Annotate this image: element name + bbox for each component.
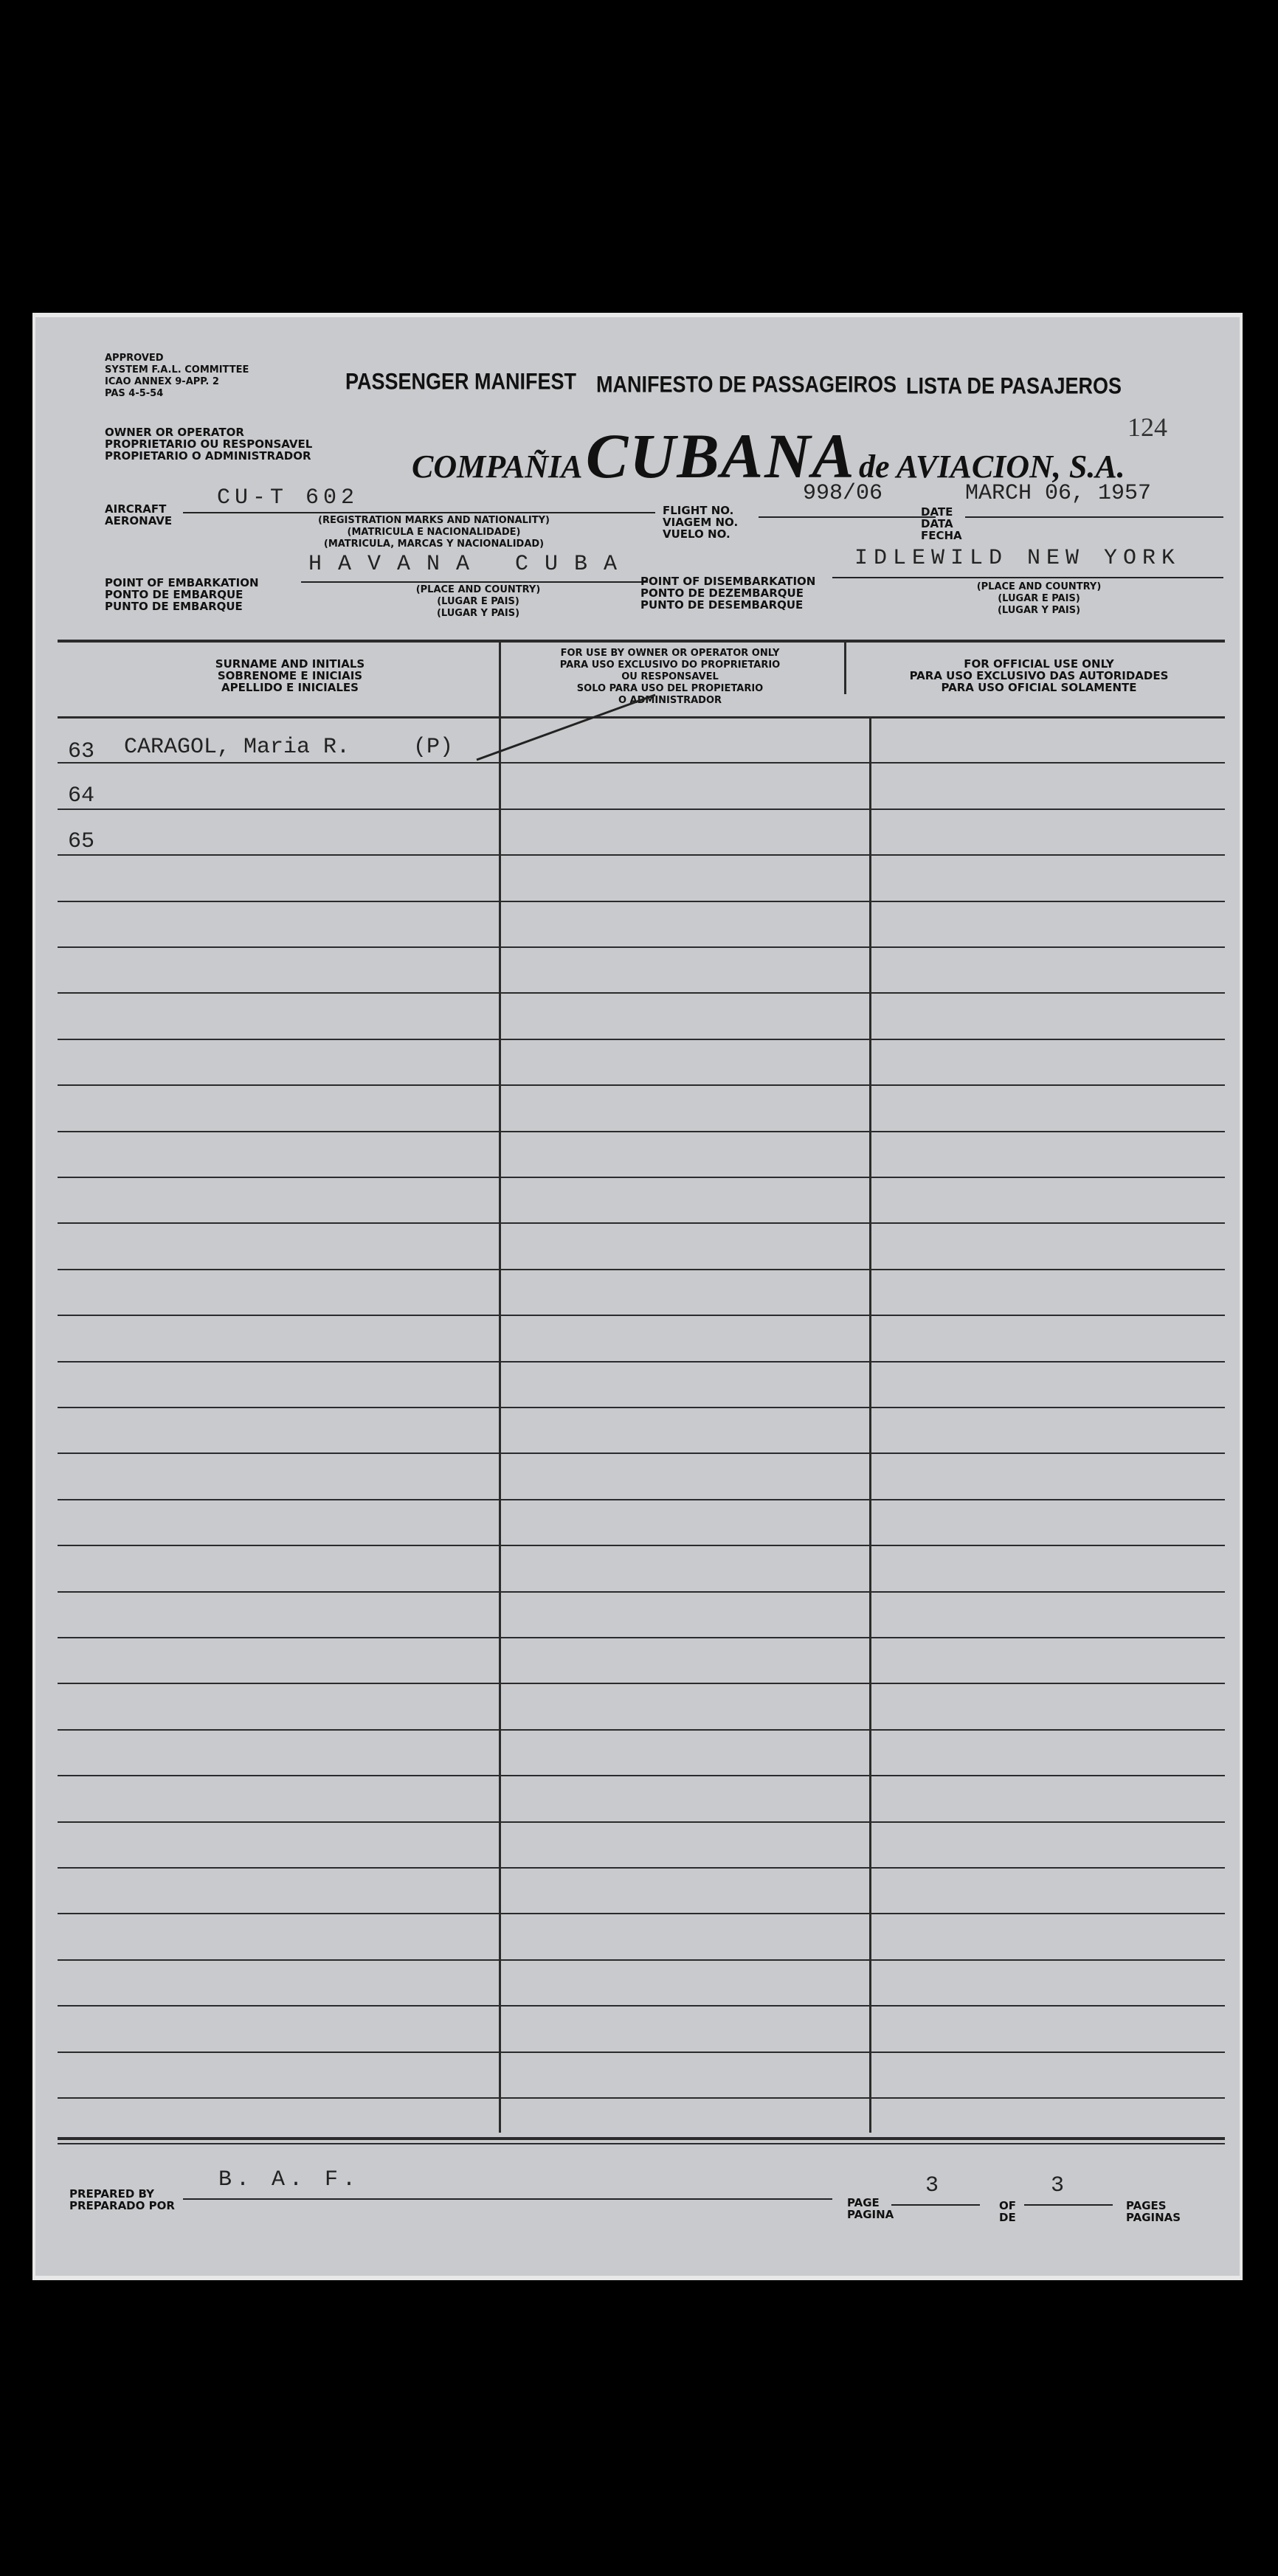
row-rule: [58, 1315, 1225, 1316]
of-value: 3: [1051, 2173, 1065, 2198]
disembarkation-sub: (LUGAR E PAIS): [998, 593, 1080, 604]
row-rule: [58, 2097, 1225, 2099]
embarkation-label: PONTO DE EMBARQUE: [105, 588, 243, 601]
flight-value: 998/06: [803, 481, 883, 506]
row-rule: [58, 809, 1225, 810]
passenger-name: CARAGOL, Maria R.: [124, 735, 350, 760]
aircraft-label: AERONAVE: [105, 514, 173, 527]
of-underline: [1024, 2204, 1113, 2206]
flight-underline: [759, 516, 936, 518]
row-rule: [58, 2143, 1225, 2144]
of-label: DE: [999, 2211, 1016, 2224]
embarkation-label: PUNTO DE EMBARQUE: [105, 600, 243, 613]
aircraft-sub: (MATRICULA E NACIONALIDADE): [347, 527, 521, 538]
row-rule: [58, 1591, 1225, 1593]
col-header-owner: SOLO PARA USO DEL PROPIETARIO: [576, 683, 764, 694]
row-rule: [58, 854, 1225, 856]
date-value: MARCH 06, 1957: [965, 481, 1152, 506]
disembarkation-underline: [832, 577, 1223, 578]
company-part2: CUBANA: [585, 420, 856, 491]
page-label: PAGINA: [847, 2208, 894, 2221]
row-rule: [58, 1821, 1225, 1823]
prepared-underline: [183, 2198, 832, 2200]
disembarkation-value: IDLEWILD NEW YORK: [854, 546, 1181, 571]
row-rule: [58, 1867, 1225, 1869]
pages-label: PAGES: [1126, 2199, 1167, 2212]
embarkation-value: HAVANA CUBA: [308, 552, 634, 577]
approval-line: ICAO ANNEX 9-APP. 2: [105, 376, 219, 387]
row-rule: [58, 1269, 1225, 1270]
prepared-label: PREPARADO POR: [69, 2199, 175, 2212]
row-rule: [58, 1453, 1225, 1454]
prepared-value: B. A. F.: [218, 2167, 361, 2192]
col-header-owner: FOR USE BY OWNER OR OPERATOR ONLY: [560, 648, 780, 659]
row-number: 63: [68, 739, 95, 764]
owner-label: PROPRIETARIO OU RESPONSAVEL: [105, 437, 313, 451]
handwritten-page-number: 124: [1127, 412, 1167, 442]
disembarkation-sub: (PLACE AND COUNTRY): [976, 581, 1102, 592]
row-rule: [58, 1729, 1225, 1731]
approval-line: PAS 4-5-54: [105, 388, 164, 399]
aircraft-sub: (MATRICULA, MARCAS Y NACIONALIDAD): [323, 539, 545, 550]
aircraft-value: CU-T 602: [217, 485, 359, 510]
row-rule: [58, 1131, 1225, 1132]
pages-label: PAGINAS: [1126, 2211, 1181, 2224]
aircraft-label: AIRCRAFT: [105, 502, 167, 516]
row-rule: [58, 1913, 1225, 1914]
row-rule: [58, 901, 1225, 902]
row-rule: [58, 1407, 1225, 1408]
aircraft-underline: [183, 512, 655, 513]
row-rule: [58, 2052, 1225, 2053]
owner-label: PROPIETARIO O ADMINISTRADOR: [105, 449, 311, 463]
row-rule: [58, 992, 1225, 994]
passenger-mark: (P): [413, 735, 454, 760]
row-rule: [58, 1683, 1225, 1684]
row-rule: [58, 1637, 1225, 1638]
date-label: DATA: [921, 517, 953, 530]
aircraft-sub: (REGISTRATION MARKS AND NATIONALITY): [318, 515, 550, 526]
handwritten-arrow: [449, 686, 670, 767]
prepared-label: PREPARED BY: [69, 2187, 154, 2201]
title-en: PASSENGER MANIFEST: [345, 368, 577, 395]
row-rule: [58, 2005, 1225, 2007]
col-header-official: PARA USO EXCLUSIVO DAS AUTORIDADES: [909, 669, 1169, 682]
company-part1: COMPAÑIA: [412, 449, 583, 485]
title-pt: MANIFESTO DE PASSAGEIROS: [596, 371, 897, 398]
date-underline: [965, 516, 1223, 518]
disembarkation-label: POINT OF DISEMBARKATION: [640, 575, 816, 588]
header-divider: [844, 643, 846, 694]
approval-line: SYSTEM F.A.L. COMMITTEE: [105, 364, 249, 375]
col-header-name: SURNAME AND INITIALS: [215, 657, 365, 671]
flight-label: VIAGEM NO.: [663, 516, 739, 529]
disembarkation-label: PONTO DE DEZEMBARQUE: [640, 586, 804, 600]
embarkation-label: POINT OF EMBARKATION: [105, 576, 259, 589]
row-number: 65: [68, 829, 95, 854]
row-rule: [58, 946, 1225, 948]
page-label: PAGE: [847, 2196, 880, 2209]
col-header-owner: O ADMINISTRADOR: [618, 695, 722, 706]
row-rule: [58, 1039, 1225, 1040]
col-header-official: PARA USO OFICIAL SOLAMENTE: [941, 681, 1137, 694]
embarkation-sub: (LUGAR E PAIS): [437, 596, 519, 607]
flight-label: VUELO NO.: [663, 527, 730, 541]
manifest-page: [35, 317, 1240, 2276]
row-rule: [58, 1545, 1225, 1546]
embarkation-sub: (PLACE AND COUNTRY): [415, 584, 541, 595]
disembarkation-label: PUNTO DE DESEMBARQUE: [640, 598, 804, 612]
page-underline: [891, 2204, 980, 2206]
row-rule: [58, 1499, 1225, 1500]
table-top-rule: [58, 640, 1225, 643]
company-part3: de AVIACION, S.A.: [859, 449, 1125, 485]
page-value: 3: [925, 2173, 939, 2198]
row-rule: [58, 1177, 1225, 1178]
row-rule: [58, 1361, 1225, 1363]
approval-line: APPROVED: [105, 353, 164, 364]
row-rule: [58, 1222, 1225, 1224]
row-number: 64: [68, 783, 95, 809]
column-line: [499, 716, 501, 2133]
embarkation-sub: (LUGAR Y PAIS): [436, 608, 520, 619]
column-line: [869, 716, 871, 2133]
row-rule: [58, 1959, 1225, 1961]
col-header-owner: OU RESPONSAVEL: [621, 671, 719, 682]
table-bottom-rule: [58, 2137, 1225, 2140]
row-rule: [58, 1084, 1225, 1086]
col-header-name: APELLIDO E INICIALES: [221, 681, 359, 694]
flight-label: FLIGHT NO.: [663, 504, 734, 517]
owner-label: OWNER OR OPERATOR: [105, 426, 244, 439]
row-rule: [58, 1775, 1225, 1776]
date-label: FECHA: [921, 529, 962, 542]
col-header-name: SOBRENOME E INICIAIS: [217, 669, 363, 682]
col-header-owner: PARA USO EXCLUSIVO DO PROPRIETARIO: [559, 659, 781, 671]
date-label: DATE: [921, 505, 953, 519]
disembarkation-sub: (LUGAR Y PAIS): [997, 605, 1081, 616]
embarkation-underline: [301, 581, 648, 583]
title-es: LISTA DE PASAJEROS: [906, 373, 1122, 399]
col-header-official: FOR OFFICIAL USE ONLY: [964, 657, 1114, 671]
of-label: OF: [999, 2199, 1016, 2212]
